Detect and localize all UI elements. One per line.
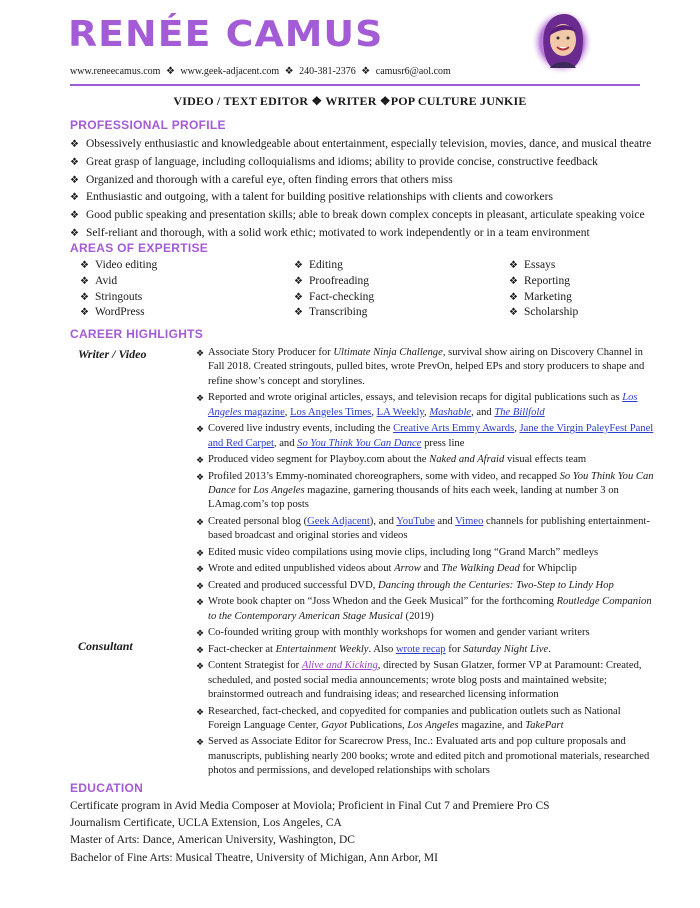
bullet-icon: ❖ (196, 628, 205, 639)
list-item: ❖ Transcribing (294, 305, 374, 321)
list-item: ❖ Fact-checking (294, 290, 374, 306)
separator-icon: ❖ (165, 66, 175, 77)
list-item: ❖ Good public speaking and presentation skills; able to break down complex concepts in pleasant, articulate speaking voice (70, 207, 650, 225)
bullet-icon: ❖ (80, 275, 89, 287)
bullet-icon: ❖ (196, 706, 205, 717)
link-emmy-awards[interactable]: Creative Arts Emmy Awards (393, 423, 515, 435)
list-item: ❖ Organized and thorough with a careful eye, often finding errors that others miss (70, 172, 650, 190)
bullet-icon: ❖ (70, 139, 79, 150)
bullet-icon: ❖ (70, 210, 79, 222)
portrait-illustration-icon (530, 6, 594, 76)
list-item: ❖ Created and produced successful DVD, Dancing through the Centuries: Two-Step to Lindy Hop (196, 579, 656, 593)
link-geek-adjacent[interactable]: Geek Adjacent (307, 515, 370, 527)
role-label-consultant: Consultant (78, 639, 133, 653)
list-item: ❖ Profiled 2013’s Emmy-nominated choreographers, some with video, and recapped So You Think You Can Dance for Los Angeles magazine, garnering thousands of hits each week, landing at number 3 on LAmag.com’s top posts (196, 470, 654, 511)
list-item: ❖ Wrote and edited unpublished videos about Arrow and The Walking Dead for Whipclip (196, 562, 656, 576)
list-item: ❖ Edited music video compilations using movie clips, including long “Grand March” medleys (196, 546, 656, 560)
section-title-education: EDUCATION (70, 781, 144, 795)
list-item: ❖ Editing (294, 258, 374, 274)
bullet-icon: ❖ (196, 393, 205, 404)
career-highlights-list (196, 346, 656, 781)
list-item: ❖ Researched, fact-checked, and copyedited for companies and publication outlets such as National Foreign Language Center, Gayot Publications, Los Angeles magazine, and TakePart (196, 705, 621, 731)
link-wrote-recap[interactable]: wrote recap (395, 643, 446, 655)
link-sytycd[interactable]: So You Think You Can Dance (297, 437, 422, 449)
list-item: ❖ Wrote book chapter on “Joss Whedon and the Geek Musical” for the forthcoming Routledge Companion to the Contemporary American Stage Musical (2019) (196, 596, 652, 622)
link-la-times[interactable]: Los Angeles Times (290, 406, 372, 418)
list-item: Certificate program in Avid Media Composer at Moviola; Proficient in Final Cut 7 and Premiere Pro CS (70, 800, 550, 812)
list-item: ❖ Content Strategist for Alive and Kicking, directed by Susan Glatzer, former VP at Paramount: Created, scheduled, and posted social media announcements; wrote blog posts and maintained website; brainstormed outreach and fundraising ideas; and researched licensing information (196, 660, 642, 701)
bullet-icon: ❖ (196, 348, 205, 358)
headline: VIDEO / TEXT EDITOR ❖ WRITER ❖POP CULTURE JUNKIE (173, 94, 527, 108)
contact-line (70, 66, 451, 77)
list-item: ❖ Reported and wrote original articles, essays, and television recaps for digital publications such as Los Angeles magazine, Los Angeles Times, LA Weekly, Mashable, and The Billfold (196, 392, 638, 418)
link-jane-the-virgin[interactable]: Jane the Virgin PaleyFest Panel and Red Carpet (208, 423, 654, 449)
phone-number: 240-381-2376 (299, 66, 356, 77)
bullet-icon: ❖ (509, 307, 518, 319)
bullet-icon: ❖ (70, 174, 79, 186)
list-item: Bachelor of Fine Arts: Musical Theatre, University of Michigan, Ann Arbor, MI (70, 851, 438, 864)
list-item: ❖ Enthusiastic and outgoing, with a talent for building positive relationships with clients and coworkers (70, 189, 650, 207)
list-item: ❖ Served as Associate Editor for Scarecrow Press, Inc.: Evaluated arts and pop culture proposals and manuscripts, publishing nearly 200 books; wrote and edited pitch and promotional materials, researched photos and permissions, and developed relationships with scholars (196, 736, 650, 777)
list-item: ❖ Co-founded writing group with monthly workshops for women and gender variant writers (196, 626, 656, 640)
bullet-icon: ❖ (196, 424, 205, 435)
list-item: ❖ Avid (80, 274, 157, 290)
bullet-icon: ❖ (196, 597, 205, 608)
list-item: ❖ Scholarship (509, 305, 578, 321)
bullet-icon: ❖ (196, 580, 205, 591)
link-billfold[interactable]: The Billfold (494, 406, 545, 418)
bullet-icon: ❖ (196, 564, 205, 575)
bullet-icon: ❖ (80, 260, 89, 271)
link-mashable[interactable]: Mashable (429, 406, 472, 418)
bullet-icon: ❖ (196, 737, 205, 748)
link-youtube[interactable]: YouTube (396, 515, 435, 527)
bullet-icon: ❖ (70, 192, 79, 204)
list-item: Master of Arts: Dance, American University, Washington, DC (70, 834, 355, 847)
bullet-icon: ❖ (196, 516, 205, 527)
link-la-magazine[interactable]: Los Angeles magazine (208, 392, 638, 418)
expertise-column-3 (509, 258, 578, 321)
profile-list (70, 136, 650, 243)
bullet-icon: ❖ (196, 661, 205, 672)
section-title-expertise: AREAS OF EXPERTISE (70, 241, 209, 255)
link-vimeo[interactable]: Vimeo (455, 515, 484, 527)
list-item: ❖ Obsessively enthusiastic and knowledgeable about entertainment, especially television, movies, dance, and musical theatre (70, 136, 650, 154)
list-item: ❖ Marketing (509, 290, 578, 306)
bullet-icon: ❖ (294, 260, 303, 271)
email-address[interactable]: camusr6@aol.com (375, 66, 451, 77)
separator-icon: ❖ (361, 66, 371, 77)
link-alive-and-kicking[interactable]: Alive and Kicking (301, 660, 378, 672)
bullet-icon: ❖ (80, 291, 89, 303)
list-item: ❖ Essays (509, 258, 578, 274)
section-title-career: CAREER HIGHLIGHTS (70, 327, 204, 341)
section-title-profile: PROFESSIONAL PROFILE (70, 118, 226, 132)
list-item: ❖ Produced video segment for Playboy.com about the Naked and Afraid visual effects team (196, 453, 656, 467)
expertise-column-1 (80, 258, 157, 321)
role-label-writer-video: Writer / Video (78, 347, 147, 361)
header-divider (70, 84, 640, 86)
bullet-icon: ❖ (196, 644, 205, 655)
bullet-icon: ❖ (196, 455, 205, 466)
list-item: ❖ Stringouts (80, 290, 157, 306)
list-item: ❖ Fact-checker at Entertainment Weekly. Also wrote recap for Saturday Night Live. (196, 643, 656, 657)
resume-name: RENÉE CAMUS (68, 14, 384, 55)
blog-link[interactable]: www.geek-adjacent.com (180, 66, 280, 77)
list-item: ❖ WordPress (80, 305, 157, 321)
education-list (70, 798, 550, 867)
list-item: ❖ Associate Story Producer for Ultimate Ninja Challenge, survival show airing on Discovery Channel in Fall 2018. Created stringouts, pulled bites, wrote PrevOn, helped EPs and story producers to shape and refine show’s concept and storylines. (196, 347, 645, 387)
bullet-icon: ❖ (294, 307, 303, 319)
bullet-icon: ❖ (509, 291, 518, 303)
list-item: Journalism Certificate, UCLA Extension, Los Angeles, CA (70, 817, 342, 830)
bullet-icon: ❖ (294, 275, 303, 287)
list-item: ❖ Video editing (80, 258, 157, 274)
expertise-column-2 (294, 258, 374, 321)
bullet-icon: ❖ (70, 227, 79, 239)
list-item: ❖ Reporting (509, 274, 578, 290)
list-item: ❖ Covered live industry events, including the Creative Arts Emmy Awards, Jane the Virgin PaleyFest Panel and Red Carpet, and So You Think You Can Dance press line (196, 423, 654, 449)
bullet-icon: ❖ (70, 156, 79, 168)
separator-icon: ❖ (284, 66, 294, 77)
list-item: ❖ Great grasp of language, including colloquialisms and idioms; ability to provide concise, constructive feedback (70, 154, 650, 172)
bullet-icon: ❖ (509, 260, 518, 271)
list-item: ❖ Created personal blog (Geek Adjacent), and YouTube and Vimeo channels for publishing entertainment-based broadcast and original stories and videos (196, 515, 650, 542)
bullet-icon: ❖ (509, 275, 518, 287)
website-link[interactable]: www.reneecamus.com (70, 66, 161, 77)
link-la-weekly[interactable]: LA Weekly (376, 406, 425, 418)
bullet-icon: ❖ (196, 471, 205, 482)
list-item: ❖ Self-reliant and thorough, with a solid work ethic; motivated to work independently or in a team environment (70, 225, 650, 243)
bullet-icon: ❖ (80, 307, 89, 319)
bullet-icon: ❖ (196, 547, 205, 558)
list-item: ❖ Proofreading (294, 274, 374, 290)
bullet-icon: ❖ (294, 291, 303, 303)
